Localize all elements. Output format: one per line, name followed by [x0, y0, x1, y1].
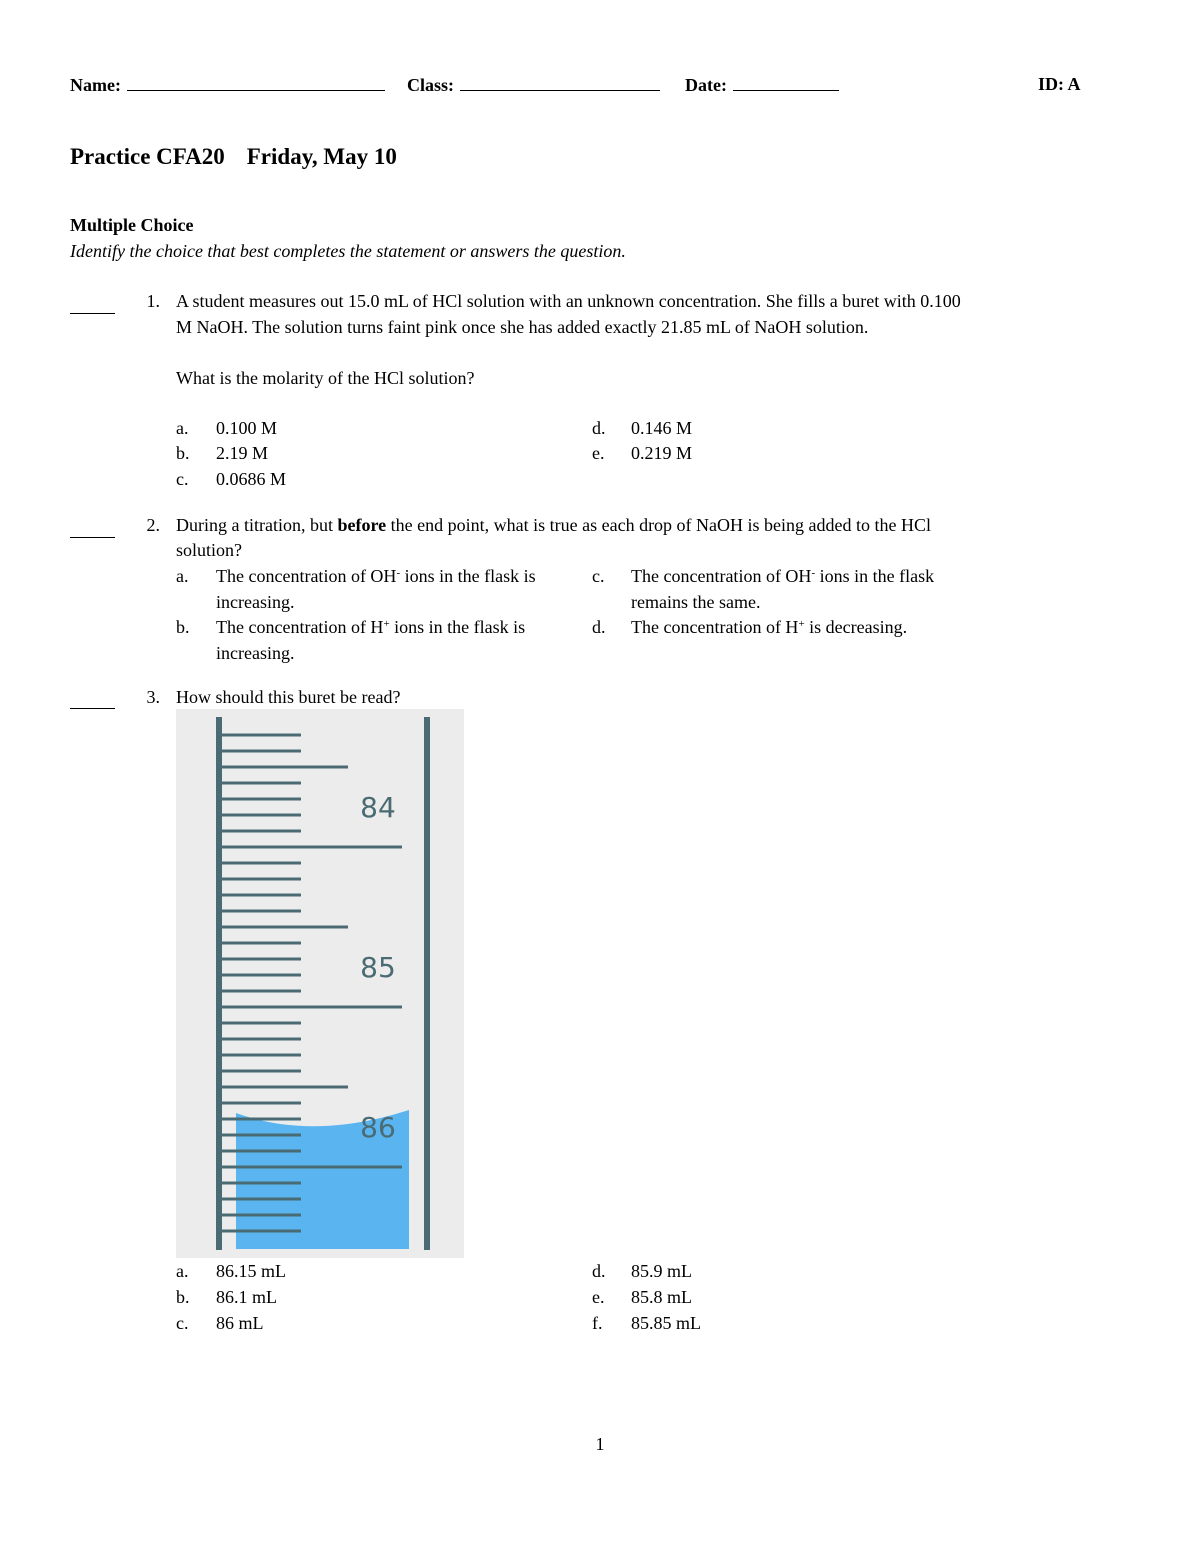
option-letter: c. [592, 566, 605, 586]
option-letter: d. [592, 1261, 606, 1281]
option-letter: b. [176, 443, 190, 463]
option-text[interactable]: The concentration of H+ is decreasing. [631, 617, 908, 637]
buret-figure [176, 709, 464, 1258]
name-blank[interactable] [127, 74, 385, 91]
name-field [70, 74, 385, 96]
option-text[interactable]: The concentration of OH- ions in the flask remains the same. [631, 566, 935, 612]
question-2-line1 [176, 513, 931, 539]
option-text[interactable]: 85.9 mL [631, 1261, 692, 1281]
option-letter: c. [176, 1313, 189, 1333]
option-text[interactable]: The concentration of OH- ions in the flask is increasing. [216, 566, 536, 612]
question-2-line2: solution? [176, 540, 242, 560]
buret-label-84: 84 [360, 791, 396, 824]
question-number: 2. [146, 515, 160, 535]
option-letter: b. [176, 617, 190, 637]
buret-label-85: 85 [360, 951, 396, 984]
name-label: Name: [70, 75, 121, 95]
option-letter: c. [176, 469, 189, 489]
option-text[interactable]: 0.219 M [631, 443, 693, 463]
option-letter: a. [176, 1261, 189, 1281]
answer-blank-1[interactable] [70, 313, 115, 314]
option-letter: a. [176, 418, 189, 438]
question-1-line2: M NaOH. The solution turns faint pink once she has added exactly 21.85 mL of NaOH solution. [176, 317, 869, 337]
question-2-emphasis: before [337, 515, 387, 535]
section-heading: Multiple Choice [70, 215, 194, 235]
question-2-text-post: the end point, what is true as each drop of NaOH is being added to the HCl [386, 515, 932, 535]
class-blank[interactable] [460, 74, 660, 91]
question-number: 1. [146, 291, 160, 311]
class-label: Class: [407, 75, 455, 95]
title-right: Friday, May 10 [246, 144, 397, 169]
question-number: 3. [146, 687, 160, 707]
buret-label-86: 86 [360, 1111, 396, 1144]
option-letter: d. [592, 617, 606, 637]
option-letter: e. [592, 1287, 605, 1307]
option-letter: a. [176, 566, 189, 586]
question-2-text-pre: During a titration, but [176, 515, 338, 535]
section-instructions: Identify the choice that best completes the statement or answers the question. [70, 241, 626, 261]
date-field [685, 74, 839, 96]
option-text[interactable]: 86.1 mL [216, 1287, 277, 1307]
page-number: 1 [595, 1434, 605, 1454]
option-text[interactable]: 85.85 mL [631, 1313, 701, 1333]
question-3-text: How should this buret be read? [176, 687, 401, 707]
option-text[interactable]: 0.0686 M [216, 469, 287, 489]
option-text[interactable]: 86 mL [216, 1313, 264, 1333]
option-letter: f. [592, 1313, 603, 1333]
date-label: Date: [685, 75, 727, 95]
option-letter: b. [176, 1287, 190, 1307]
option-letter: e. [592, 443, 605, 463]
answer-blank-3[interactable] [70, 708, 115, 709]
option-letter: d. [592, 418, 606, 438]
question-1-prompt: What is the molarity of the HCl solution? [176, 368, 475, 388]
class-field [407, 74, 660, 96]
answer-blank-2[interactable] [70, 537, 115, 538]
title-left: Practice CFA20 [70, 144, 225, 169]
option-text[interactable]: 85.8 mL [631, 1287, 692, 1307]
option-text[interactable]: The concentration of H+ ions in the flask is increasing. [216, 617, 526, 663]
option-text[interactable]: 86.15 mL [216, 1261, 286, 1281]
question-1-line1: A student measures out 15.0 mL of HCl solution with an unknown concentration. She fills a buret with 0.100 [176, 291, 961, 311]
date-blank[interactable] [733, 74, 839, 91]
id-label: ID: A [1038, 74, 1081, 94]
option-text[interactable]: 2.19 M [216, 443, 269, 463]
option-text[interactable]: 0.100 M [216, 418, 278, 438]
option-text[interactable]: 0.146 M [631, 418, 693, 438]
page-title [70, 144, 397, 170]
